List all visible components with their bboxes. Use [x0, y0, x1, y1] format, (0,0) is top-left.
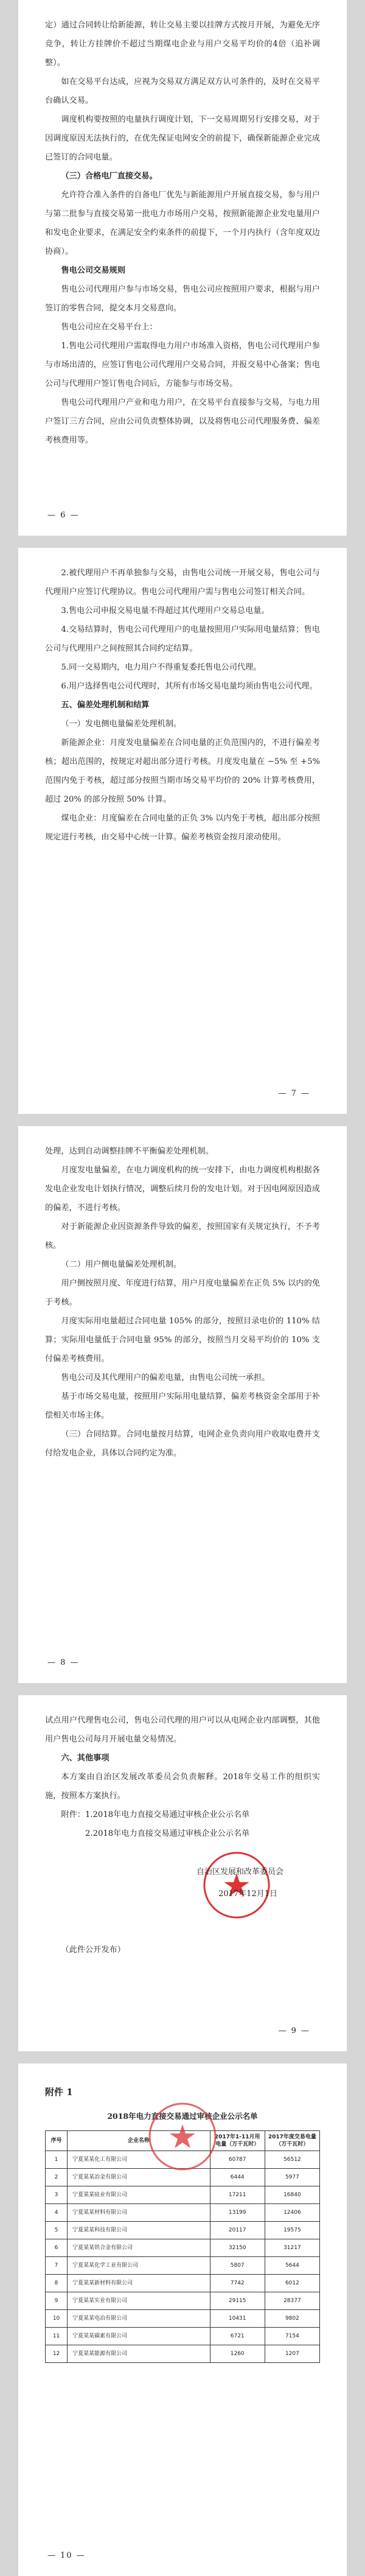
- body-paragraph: 售电公司应在交易平台上：: [61, 323, 158, 332]
- cell-company: 宁夏某某铁合金有限公司: [68, 2239, 210, 2257]
- cell-volume: 56512: [265, 2151, 319, 2169]
- cell-volume: 6012: [265, 2275, 319, 2292]
- cell-company: 宁夏某某新材料有限公司: [68, 2275, 210, 2292]
- body-paragraph: （三）合同结算。合同电量按月结算，电网企业负责向用户收取电费并支付给发电企业，具体以合同约定为准。: [45, 1430, 320, 1458]
- table-row: [46, 2310, 320, 2328]
- cell-usage: 60787: [210, 2151, 265, 2169]
- cell-volume: 31217: [265, 2239, 319, 2257]
- body-paragraph: 调度机构要按照的电量执行调度计划，下一交易周期另行安排交易，对于因调度原因无法执行的，在优先保证电网安全的前提下，确保新能源企业完成已签订的合同电量。: [45, 115, 320, 162]
- cell-index: 4: [46, 2204, 68, 2222]
- official-seal-icon: [146, 2100, 219, 2173]
- cell-usage: 13199: [210, 2204, 265, 2222]
- subsection-heading: （三）合格电厂直接交易。: [61, 172, 158, 181]
- cell-company: 宁夏某某材料有限公司: [68, 2204, 210, 2222]
- page-number: — 8 —: [47, 1658, 80, 1667]
- cell-index: 1: [46, 2151, 68, 2169]
- table-row: [46, 2257, 320, 2275]
- cell-usage: 1260: [210, 2345, 265, 2363]
- body-paragraph: 基于市场交易电量，按照用户实际用电量结算，偏差考核资金全部用于补偿相关市场主体。: [45, 1392, 320, 1420]
- body-paragraph: 煤电企业：月度偏差在合同电量的正负 3% 以内免于考核，超出部分按照规定进行考核，由交易中心统一计算。偏差考核资金按月滚动使用。: [45, 814, 320, 842]
- annex-title: 2018年电力直接交易通过审核企业公示名单: [107, 2112, 258, 2121]
- cell-volume: 9802: [265, 2310, 319, 2328]
- cell-company: 宁夏某某实业有限公司: [68, 2292, 210, 2310]
- cell-usage: 10431: [210, 2310, 265, 2328]
- list-item: 售电公司代理用户产业和电力用户，在交易平台直接参与交易，与电力用户签订三方合同，应由公司负责整体协调，以及将售电公司代理服务费、偏差考核费用等。: [45, 398, 320, 445]
- table-row: [46, 2275, 320, 2292]
- column-header: 序号: [46, 2131, 68, 2151]
- section-heading: 售电公司交易规则: [61, 266, 125, 275]
- page-number: — 6 —: [47, 511, 80, 520]
- column-header: 2017年度交易电量（万千瓦时）: [265, 2131, 319, 2151]
- cell-index: 5: [46, 2222, 68, 2239]
- cell-index: 9: [46, 2292, 68, 2310]
- table-row: [46, 2186, 320, 2204]
- table-row: [46, 2239, 320, 2257]
- cell-company: 宁夏某某化学工业有限公司: [68, 2257, 210, 2275]
- cell-usage: 7742: [210, 2275, 265, 2292]
- list-item: 5.同一交易期内，电力用户不得重复委托售电公司代理。: [61, 663, 262, 672]
- issue-date: 2017年12月1日: [218, 1889, 277, 1899]
- issuer-name: 自治区发展和改革委员会: [196, 1867, 283, 1877]
- annex-label: 附件 1: [45, 2087, 73, 2098]
- cell-volume: 5977: [265, 2169, 319, 2186]
- body-paragraph: 售电公司代理用户参与市场交易，售电公司应按照用户要求，根据与用户签订的零售合同，提交本月交易意向。: [45, 285, 320, 313]
- document-page-7: [18, 548, 347, 1114]
- cell-usage: 20117: [210, 2222, 265, 2239]
- body-paragraph: 如在交易平台达成，应视为交易双方满足双方认可条件的，及时在交易平台确认交易。: [45, 77, 320, 105]
- cell-usage: 17211: [210, 2186, 265, 2204]
- document-page-9: [18, 1695, 347, 2051]
- attachments-label: 附件：: [61, 1810, 85, 1819]
- table-row: [46, 2292, 320, 2310]
- cell-volume: 1207: [265, 2345, 319, 2363]
- cell-index: 8: [46, 2275, 68, 2292]
- body-paragraph: 售电公司及其代理用户的偏差电量，由售电公司统一承担。: [61, 1373, 270, 1382]
- cell-index: 2: [46, 2169, 68, 2186]
- document-page-8: [18, 1126, 347, 1683]
- body-paragraph: 处理，达到自动调整挂牌不平衡偏差处理机制。: [45, 1147, 214, 1156]
- cell-volume: 16840: [265, 2186, 319, 2204]
- cell-company: 宁夏某某科技有限公司: [68, 2222, 210, 2239]
- attachments-intro: [45, 1805, 320, 1824]
- subsection-heading: （一）发电侧电量偏差处理机制。: [61, 719, 182, 729]
- page-number: — 10 —: [47, 2551, 86, 2560]
- cell-volume: 28377: [265, 2292, 319, 2310]
- cell-volume: 12406: [265, 2204, 319, 2222]
- cell-index: 11: [46, 2328, 68, 2345]
- cell-index: 12: [46, 2345, 68, 2363]
- cell-usage: 32150: [210, 2239, 265, 2257]
- body-paragraph: 本方案由自治区发展改革委员会负责解释。2018年交易工作的组织实施，按照本方案执行。: [45, 1773, 320, 1801]
- cell-index: 3: [46, 2186, 68, 2204]
- signature-block: [45, 1849, 320, 1941]
- cell-volume: 5644: [265, 2257, 319, 2275]
- table-row: [46, 2204, 320, 2222]
- cell-company: 宁夏某某碳素有限公司: [68, 2328, 210, 2345]
- cell-index: 10: [46, 2310, 68, 2328]
- cell-volume: 19575: [265, 2222, 319, 2239]
- body-paragraph: 允许符合准入条件的自备电厂优先与新能源用户开展直接交易，参与用户与第二批参与直接交易第一批电力市场用户交易，按照新能源企业发电量用户和发电企业要求，在满足安全约束条件的前提下，一个月内执行（含年度双边协商）。: [45, 191, 320, 256]
- document-page-6: [18, 0, 347, 536]
- list-item: 3.售电公司申报交易电量不得超过其代理用户交易总电量。: [61, 606, 269, 615]
- page-number: — 7 —: [278, 1089, 310, 1098]
- cell-company: 宁夏某某硅业有限公司: [68, 2186, 210, 2204]
- page-number: — 9 —: [278, 2026, 310, 2035]
- attachment-item: 1.2018年电力直接交易通过审核企业公示名单: [85, 1810, 250, 1819]
- body-paragraph: 对于新能源企业因资源条件导致的偏差，按照国家有关规定执行，不予考核。: [45, 1222, 320, 1250]
- body-paragraph: 定）通过合同转让给新能源，转让交易主要以挂牌方式按月开展，为避免无序竞争，转让方挂牌价不超过当期煤电企业与用户交易平均价的4倍（追补调整）。: [45, 21, 320, 68]
- cell-index: 6: [46, 2239, 68, 2257]
- body-paragraph: 试点用户代理售电公司，售电公司代理的用户可以从电网企业内部调整，其他用户售电公司每月开展电量交易情况。: [45, 1716, 320, 1744]
- body-paragraph: 月度发电量偏差，在电力调度机构的统一安排下，由电力调度机构根据各发电企业发电计划执行情况，调整后续月份的发电计划。对于因电网原因造成的偏差，不进行考核。: [45, 1166, 320, 1213]
- attachment-item: 2.2018年电力直接交易通过审核企业公示名单: [85, 1829, 250, 1838]
- list-item: 2.被代理用户不再单独参与交易，由售电公司统一开展交易，售电公司与代理用户应签订代理协议。售电公司代理用户需与售电公司签订相关合同。: [45, 569, 320, 597]
- list-item: 4.交易结算时，售电公司代理用户的电量按照用户实际用电量结算；售电公司与代理用户之间按照其合同约定结算。: [45, 625, 320, 653]
- subsection-heading: （二）用户侧电量偏差处理机制。: [61, 1260, 182, 1269]
- cell-index: 7: [46, 2257, 68, 2275]
- table-row: [46, 2222, 320, 2239]
- column-header: 2017年1-11月用电量（万千瓦时）: [210, 2131, 265, 2151]
- cell-company: 宁夏某某电冶有限公司: [68, 2310, 210, 2328]
- table-row: [46, 2328, 320, 2345]
- cell-usage: 6444: [210, 2169, 265, 2186]
- cell-volume: 7154: [265, 2328, 319, 2345]
- cell-usage: 6721: [210, 2328, 265, 2345]
- cell-company: 宁夏某某能源有限公司: [68, 2345, 210, 2363]
- table-row: [46, 2345, 320, 2363]
- section-heading: 五、偏差处理机制和结算: [61, 701, 150, 710]
- list-item: 6.用户选择售电公司代理时，其所有市场交易电量均须由售电公司代理。: [61, 682, 318, 691]
- cell-usage: 5807: [210, 2257, 265, 2275]
- publication-note: （此件公开发布）: [61, 1945, 125, 1955]
- cell-company: 宁夏某某冶金有限公司: [68, 2169, 210, 2186]
- section-heading: 六、其他事项: [61, 1754, 109, 1763]
- column-header: 企业名称: [68, 2131, 210, 2151]
- document-page-10: [18, 2063, 347, 2576]
- body-paragraph: 用户侧按照月度、年度进行结算，用户月度电量偏差在正负 5% 以内的免于考核。: [45, 1279, 320, 1307]
- body-paragraph: 新能源企业：月度发电量偏差在合同电量的正负范围内的，不进行偏差考核；超出范围的，按规定对超出部分进行考核。月度发电量在 −5% 至 +5% 范围内免于考核，超过部分按照当期市场交易平均价的 20% 计算考核费用，超过 20% 的部分按照 50% 计算。: [45, 738, 320, 804]
- body-paragraph: 月度实际用电量超过合同电量 105% 的部分，按照目录电价的 110% 结算；实际用电量低于合同电量 95% 的部分，按照当月交易平均价的 10% 支付偏差考核费用。: [45, 1317, 320, 1363]
- cell-usage: 29115: [210, 2292, 265, 2310]
- cell-company: 宁夏某某化工有限公司: [68, 2151, 210, 2169]
- list-item: 1.售电公司代理用户需取得电力用户市场准入资格，售电公司代理用户参与市场出清的，应签订售电公司代理用户交易合同，并报交易中心备案；售电公司与代理用户签订售电合同后，方能参与市场交易。: [45, 341, 320, 388]
